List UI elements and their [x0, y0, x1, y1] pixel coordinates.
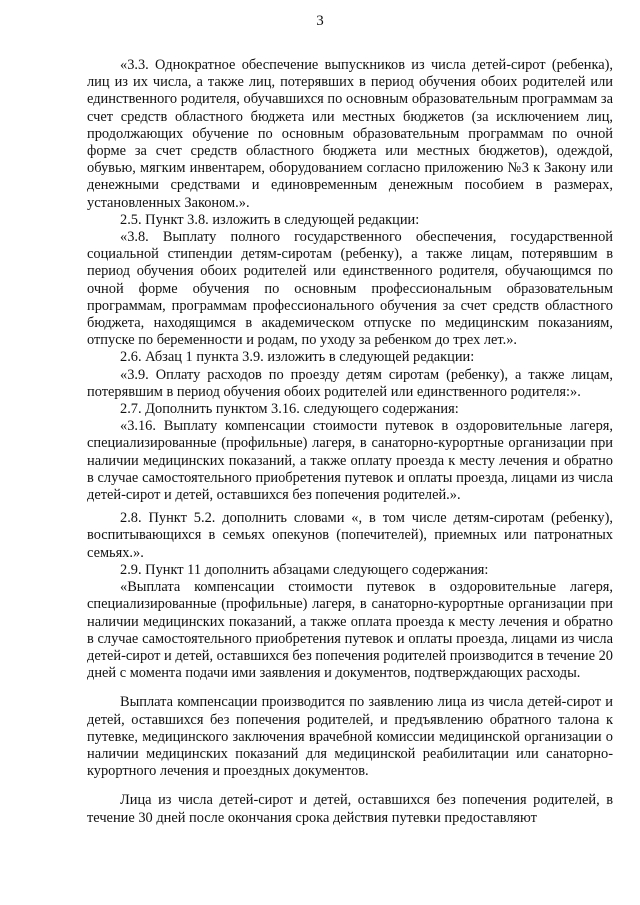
paragraph-2-6: 2.6. Абзац 1 пункта 3.9. изложить в следующей редакции: — [120, 349, 475, 366]
paragraph-2-8: 2.8. Пункт 5.2. дополнить словами «, в том числе детям-сиротам (ребенку), воспитывающихся в семьях опекунов (попечителей), приемных или патронатных семьях.». — [87, 510, 613, 561]
paragraph-2-7: 2.7. Дополнить пунктом 3.16. следующего содержания: — [120, 401, 459, 418]
paragraph-3-16: «3.16. Выплату компенсации стоимости путевок в оздоровительные лагеря, специализированные (профильные) лагеря, в санаторно-курортные организации при наличии медицинских показаний, а также оплату проезда к месту лечения и обратно в случае самостоятельного приобретения путевок и оплаты проезда, лицами из числа детей-сирот и детей, оставшихся без попечения родителей.». — [87, 418, 613, 504]
page-number: 3 — [316, 13, 324, 29]
paragraph-compensation-payment: «Выплата компенсации стоимости путевок в оздоровительные лагеря, специализированные (профильные) лагеря, в санаторно-курортные организации при наличии медицинских показаний, а также оплата проезда к месту лечения и обратно в случае самостоятельного приобретения путевок и оплаты проезда, лицами из числа детей-сирот и детей, оставшихся без попечения родителей производится в течение 20 дней с момента подачи ими заявления и документов, подтверждающих расходы. — [87, 579, 613, 682]
paragraph-2-5: 2.5. Пункт 3.8. изложить в следующей редакции: — [120, 211, 420, 228]
paragraph-compensation-application: Выплата компенсации производится по заявлению лица из числа детей-сирот и детей, оставшихся без попечения родителей, и предъявлению обратного талона к путевке, медицинского заключения врачебной комиссии медицинской организации о наличии медицинских показаний для медицинской реабилитации или санаторно-курортного лечения и проездных документов. — [87, 694, 613, 780]
paragraph-3-3: «3.3. Однократное обеспечение выпускников из числа детей-сирот (ребенка), лиц из их числа, а также лиц, потерявших в период обучения обоих родителей или единственного родителя, обучавшихся по основным образовательным программам за счет средств областного бюджета или местных бюджетов (за исключением лиц, продолжающих обучение по основным образовательным программам по очной форме за счет средств областного бюджета или местных бюджетов), одеждой, обувью, мягким инвентарем, оборудованием согласно приложению №3 к Закону или денежными средствами и единовременным денежным пособием в размерах, установленных Законом.». — [87, 57, 613, 211]
paragraph-document-submission: Лица из числа детей-сирот и детей, оставшихся без попечения родителей, в течение 30 дней после окончания срока действия путевки предоставляют — [87, 792, 613, 826]
paragraph-3-8: «3.8. Выплату полного государственного обеспечения, государственной социальной стипендии детям-сиротам (ребенку), а также лицам, потерявшим в период обучения обоих родителей или единственного родителя, обучающимся по очной форме обучения по основным профессиональным образовательным программам, программам профессионального обучения за счет средств областного бюджета, находящимся в академическом отпуске по медицинским показаниям, отпуске по беременности и родам, по уходу за ребенком до трех лет.». — [87, 229, 613, 349]
paragraph-2-9: 2.9. Пункт 11 дополнить абзацами следующего содержания: — [120, 561, 489, 578]
document-body — [87, 57, 613, 827]
paragraph-3-9: «3.9. Оплату расходов по проезду детям сиротам (ребенку), а также лицам, потерявшим в период обучения обоих родителей или единственного родителя:». — [87, 366, 613, 400]
